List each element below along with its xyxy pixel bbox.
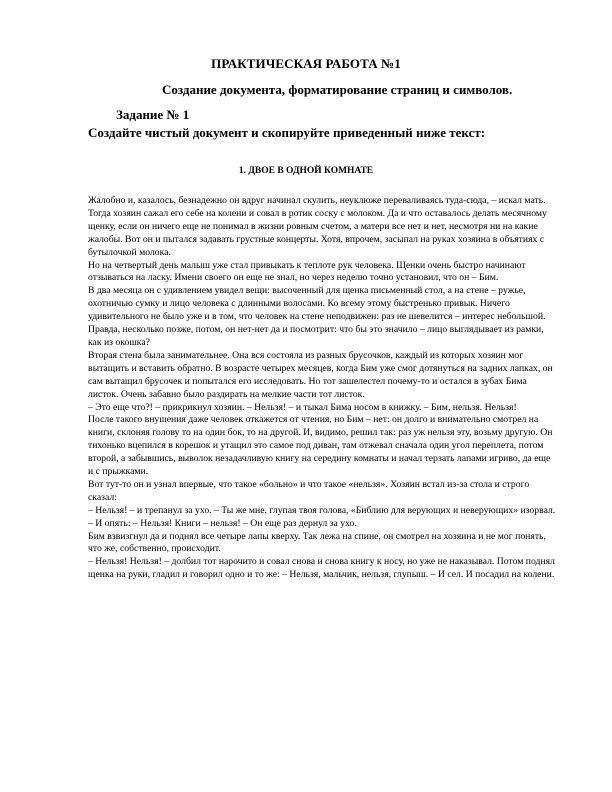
document-subtitle: Создание документа, форматирование страниц и символов. (162, 82, 513, 97)
document-title: ПРАКТИЧЕСКАЯ РАБОТА №1 (211, 56, 401, 71)
paragraph: Жалобно и, казалось, безнадежно он вдруг начинал скулить, неуклюже переваливаясь туда-сюда, – искал мать. Тогда хозяин сажал его себе на колени и совал в ротик соску с молоком. Да и что оставалось делать месячному щенку, если он ничего еще не понимал в жизни ровным счетом, а матери все нет и нет, несмотря ни на какие жалобы. Вот он и пытался задавать грустные концерты. Хотя, впрочем, засыпал на руках хозяина в объятиях с бутылочкой молока. (88, 195, 547, 258)
paragraph: – Нельзя! – и трепанул за ухо. – Ты же мне, глупая твоя голова, «Библию для верующих и неверующих» изорвал. – И опять: – Нельзя! Книги – нельзя! – Он еще раз дернул за ухо. (88, 504, 556, 529)
paragraph: Но на четвертый день малыш уже стал привыкать к теплоте рук человека. Щенки очень быстро начинают отзываться на ласку. Имени своего он еще не знал, но через неделю точно установил, что он – Бим. (88, 259, 526, 284)
task-label: Задание № 1 (116, 107, 190, 122)
paragraph: – Это еще что?! – прикрикнул хозяин. – Нельзя! – и тыкал Бима носом в книжку. – Бим, нельзя. Нельзя! (88, 401, 517, 413)
paragraph: В два месяца он с удивлением увидел вещи: высоченный для щенка письменный стол, а на стене – ружье, охотничью сумку и лицо человека с длинными волосами. Ко всему этому быстренько привык. Ничего удивительного не было уже и в том, что человек на стене неподвижен: раз не шевелится – интерес небольшой. Правда, несколько позже, потом, он нет-нет да и посмотрит: что бы это значило – лицо выглядывает из рамки, как из окошка? (88, 285, 546, 348)
paragraph: Вот тут-то он и узнал впервые, что такое «больно» и что такое «нельзя». Хозяин встал из-за стола и строго сказал: (88, 478, 530, 503)
body-text (88, 195, 556, 582)
chapter-title: 1. ДВОЕ В ОДНОЙ КОМНАТЕ (238, 166, 374, 176)
task-description: Создайте чистый документ и скопируйте приведенный ниже текст: (88, 125, 486, 140)
paragraph: Бим взвизгнул да и поднял все четыре лапы кверху. Так лежа на спине, он смотрел на хозяина и не мог понять, что же, собственно, происходит. (88, 530, 546, 555)
paragraph: – Нельзя! Нельзя! – долбил тот нарочито и совал снова и снова книгу к носу, но уже не наказывал. Потом поднял щенка на руки, гладил и говорил одно и то же: – Нельзя, мальчик, нельзя, глупыш. – И сел. И посадил на колени. (88, 556, 555, 581)
paragraph: После такого внушения даже человек откажется от чтения, но Бим – нет: он долго и внимательно смотрел на книги, склоняя голову то на один бок, то на другой. И, видимо, решил так: раз уж нельзя эту, возьму другую. Он тихонько вцепился в корешок и утащил это самое под диван, там отжевал сначала один угол переплета, потом второй, а забывшись, выволок незадачливую книгу на середину комнаты и начал терзать лапами игриво, да еще и с прыжками. (88, 414, 553, 478)
paragraph: Вторая стена была занимательнее. Она вся состояла из разных брусочков, каждый из которых хозяин мог вытащить и вставить обратно. В возрасте четырех месяцев, когда Бим уже смог дотянуться на задних лапках, он сам вытащил брусочек и попытался его исследовать. Но тот зашелестел почему-то и остался в зубах Бима листок. Очень забавно было раздирать на мелкие части тот листок. (88, 349, 553, 400)
